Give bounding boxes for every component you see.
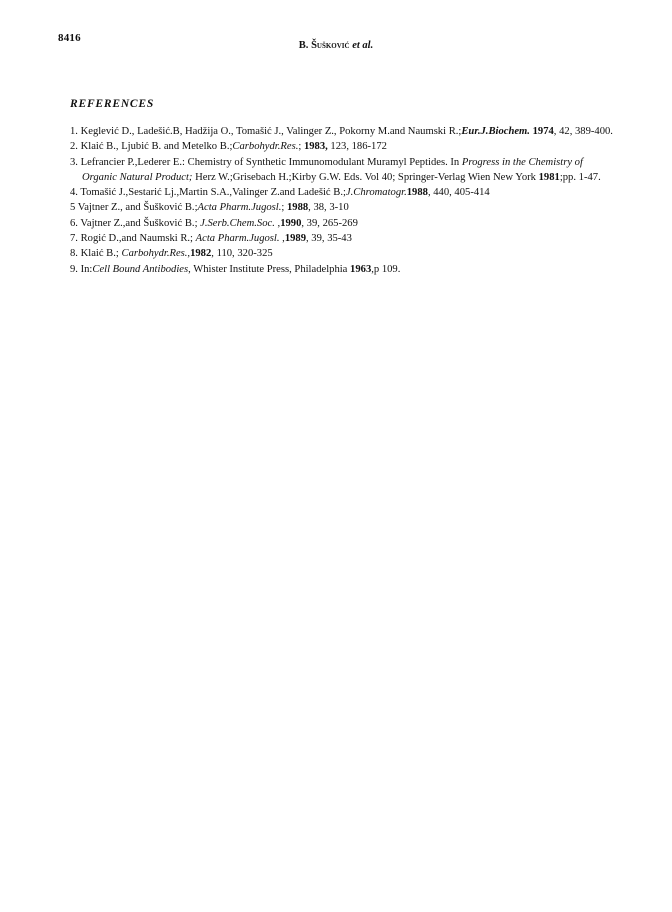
reference-text-segment: , 38, 3-10	[308, 202, 349, 214]
reference-text-segment: 6. Vajtner Z.,and Šušković B.;	[70, 217, 201, 229]
reference-text-segment: , 39, 35-43	[306, 233, 352, 245]
reference-text-segment: 8. Klaić B.;	[70, 248, 122, 260]
reference-text-segment: ;	[298, 141, 304, 153]
reference-item	[70, 185, 620, 200]
reference-item	[70, 231, 620, 246]
reference-text-segment: 1990	[280, 217, 302, 229]
reference-text-segment: 7. Rogić D.,and Naumski R.;	[70, 233, 196, 245]
reference-text-segment: ,	[274, 217, 281, 229]
reference-text-segment: 1988	[286, 202, 309, 214]
reference-text-segment: 4. Tomašić J.,Sestarić Lj.,Martin S.A.,Valinger Z.and Ladešić B.;	[70, 187, 346, 199]
reference-text-segment: 2. Klaić B., Ljubić B. and Metelko B.;	[70, 141, 233, 153]
reference-text-segment: , Whister Institute Press, Philadelphia	[188, 263, 351, 275]
reference-text-segment: 1981	[538, 171, 560, 183]
reference-text-segment: 3. Lefrancier P.,Lederer E.: Chemistry of Synthetic Immunomodulant Muramyl Peptides. In	[70, 156, 462, 168]
reference-text-segment: ;pp. 1-47.	[559, 171, 601, 183]
reference-text-segment: 1988	[406, 187, 428, 199]
reference-text-segment: Herz W.;Grisebach H.;Kirby G.W. Eds. Vol 40; Springer-Verlag Wien New York	[192, 171, 539, 183]
reference-item	[70, 124, 620, 139]
reference-list	[70, 124, 620, 277]
reference-text-segment: Eur.J.Biochem.	[461, 126, 530, 137]
running-head	[0, 40, 672, 51]
reference-text-segment: Cell Bound Antibodies	[92, 263, 189, 275]
reference-text-segment: , 42, 389-400.	[553, 126, 613, 137]
reference-text-segment: , 110, 320-325	[211, 248, 273, 260]
reference-text-segment: , 440, 405-414	[427, 187, 490, 199]
reference-text-segment: 5 Vajtner Z., and Šušković B.;	[70, 202, 198, 214]
reference-item	[70, 216, 620, 231]
reference-text-segment: 9. In:	[70, 263, 93, 275]
references-heading: REFERENCES	[70, 98, 155, 110]
reference-text-segment: Progress in the Chemistry of Organic Natural Product;	[82, 156, 583, 183]
reference-text-segment: Carbohydr.Res.	[121, 248, 188, 260]
reference-text-segment: ;	[281, 202, 287, 214]
reference-item	[70, 155, 620, 186]
reference-text-segment: 1989	[284, 233, 306, 245]
reference-text-segment: Acta Pharm.Jugosl.	[197, 202, 282, 214]
reference-text-segment: 1. Keglević D., Ladešić.B, Hadžija O., Tomašić J., Valinger Z., Pokorny M.and Naumski R.;	[70, 126, 462, 137]
reference-item	[70, 139, 620, 154]
reference-item	[70, 262, 620, 277]
reference-text-segment: ,	[279, 233, 285, 245]
reference-item	[70, 246, 620, 261]
reference-text-segment: ,	[187, 248, 191, 260]
running-head-initial: B.	[298, 40, 312, 51]
reference-text-segment: J.Serb.Chem.Soc.	[200, 217, 275, 229]
reference-text-segment: J.Chromatogr.	[345, 187, 407, 199]
reference-text-segment: , 39, 265-269	[301, 217, 358, 229]
running-head-author: Šušković	[311, 40, 350, 51]
reference-text-segment: 1963	[350, 263, 372, 275]
reference-text-segment: 123, 186-172	[327, 141, 387, 153]
reference-text-segment: 1974	[532, 126, 554, 137]
reference-text-segment: ,p 109.	[371, 263, 401, 275]
page-number: 8416	[58, 32, 81, 44]
reference-text-segment: 1982	[190, 248, 212, 260]
reference-text-segment: Carbohydr.Res.	[232, 141, 299, 153]
reference-text-segment: Acta Pharm.Jugosl.	[195, 233, 280, 245]
running-head-etal: et al.	[349, 40, 374, 51]
reference-item	[70, 200, 620, 215]
reference-text-segment: 1983,	[303, 141, 328, 153]
